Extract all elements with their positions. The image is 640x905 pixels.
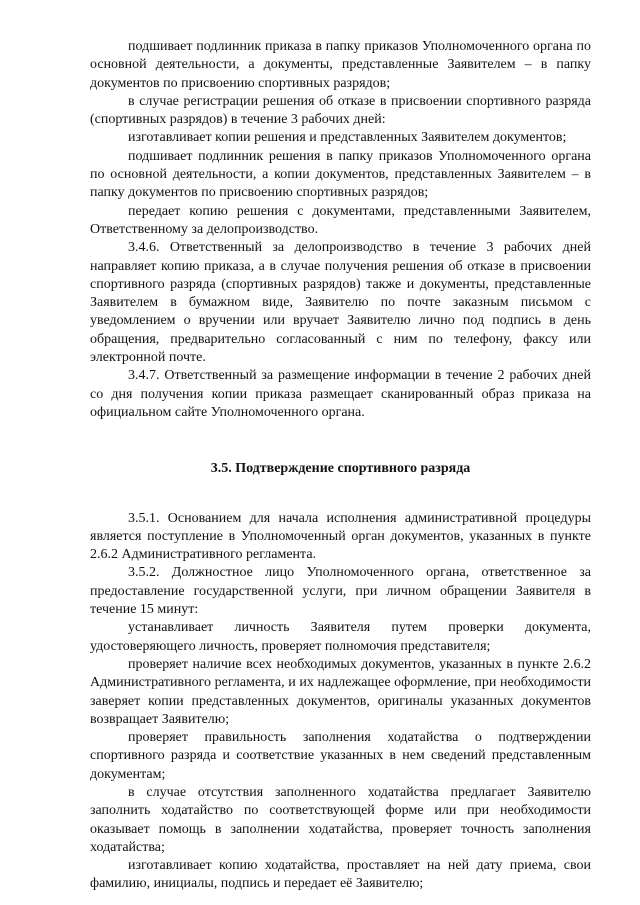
paragraph: изготавливает копию ходатайства, проставляет на ней дату приема, свои фамилию, инициалы, подпись и передает её Заявителю; <box>90 858 591 892</box>
paragraph: устанавливает личность Заявителя путем проверки документа, удостоверяющего личность, проверяет полномочия представителя; <box>90 620 591 654</box>
paragraph: в случае регистрации решения об отказе в присвоении спортивного разряда (спортивных разрядов) в течение 3 рабочих дней: <box>90 93 591 128</box>
paragraph: 3.5.2. Должностное лицо Уполномоченного органа, ответственное за предоставление государственной услуги, при личном обращении Заявителя в течение 15 минут: <box>90 565 591 618</box>
paragraph: подшивает подлинник решения в папку приказов Уполномоченного органа по основной деятельности, а копии документов, представленных Заявителем – в папку документов по присвоению спортивных разрядов; <box>90 148 591 201</box>
paragraph: проверяет правильность заполнения ходатайства о подтверждении спортивного разряда и соответствие указанных в нем сведений представленным документам; <box>90 730 591 782</box>
paragraph: передает копию решения с документами, представленными Заявителем, Ответственному за делопроизводство. <box>90 203 591 237</box>
paragraph: проверяет наличие всех необходимых документов, указанных в пункте 2.6.2 Административного регламента, и их надлежащее оформление, при необходимости заверяет копии представленных документов, оригиналы указанных документов возвращает Заявителю; <box>90 656 591 727</box>
paragraph: в случае отсутствия заполненного ходатайства предлагает Заявителю заполнить ходатайство по соответствующей форме или при необходимости оказывает помощь в заполнении ходатайства, проверяет точность заполнения ходатайства; <box>90 784 591 855</box>
section-heading: 3.5. Подтверждение спортивного разряда <box>210 461 471 477</box>
paragraph: подшивает подлинник приказа в папку приказов Уполномоченного органа по основной деятельности, а документы, представленные Заявителем – в папку документов по присвоению спортивных разрядов; <box>90 39 591 91</box>
paragraph: 3.4.7. Ответственный за размещение информации в течение 2 рабочих дней со дня получения копии приказа размещает сканированный образ приказа на официальном сайте Уполномоченного органа. <box>90 368 591 420</box>
document-page <box>90 38 591 894</box>
paragraph: 3.4.6. Ответственный за делопроизводство в течение 3 рабочих дней направляет копию приказа, а в случае получения решения об отказе в присвоении спортивного разряда (спортивных разрядов) также и документы, представленные Заявителем в бумажном виде, Заявителю по почте заказным письмом с уведомлением о вручении или вручает Заявителю лично под подпись в день обращения, предварительно согласованный с ним по телефону, факсу или электронной почте. <box>90 240 591 366</box>
paragraph: изготавливает копии решения и представленных Заявителем документов; <box>128 130 567 146</box>
paragraph: 3.5.1. Основанием для начала исполнения административной процедуры является поступление в Уполномоченный орган документов, указанных в пункте 2.6.2 Административного регламента. <box>90 510 591 563</box>
